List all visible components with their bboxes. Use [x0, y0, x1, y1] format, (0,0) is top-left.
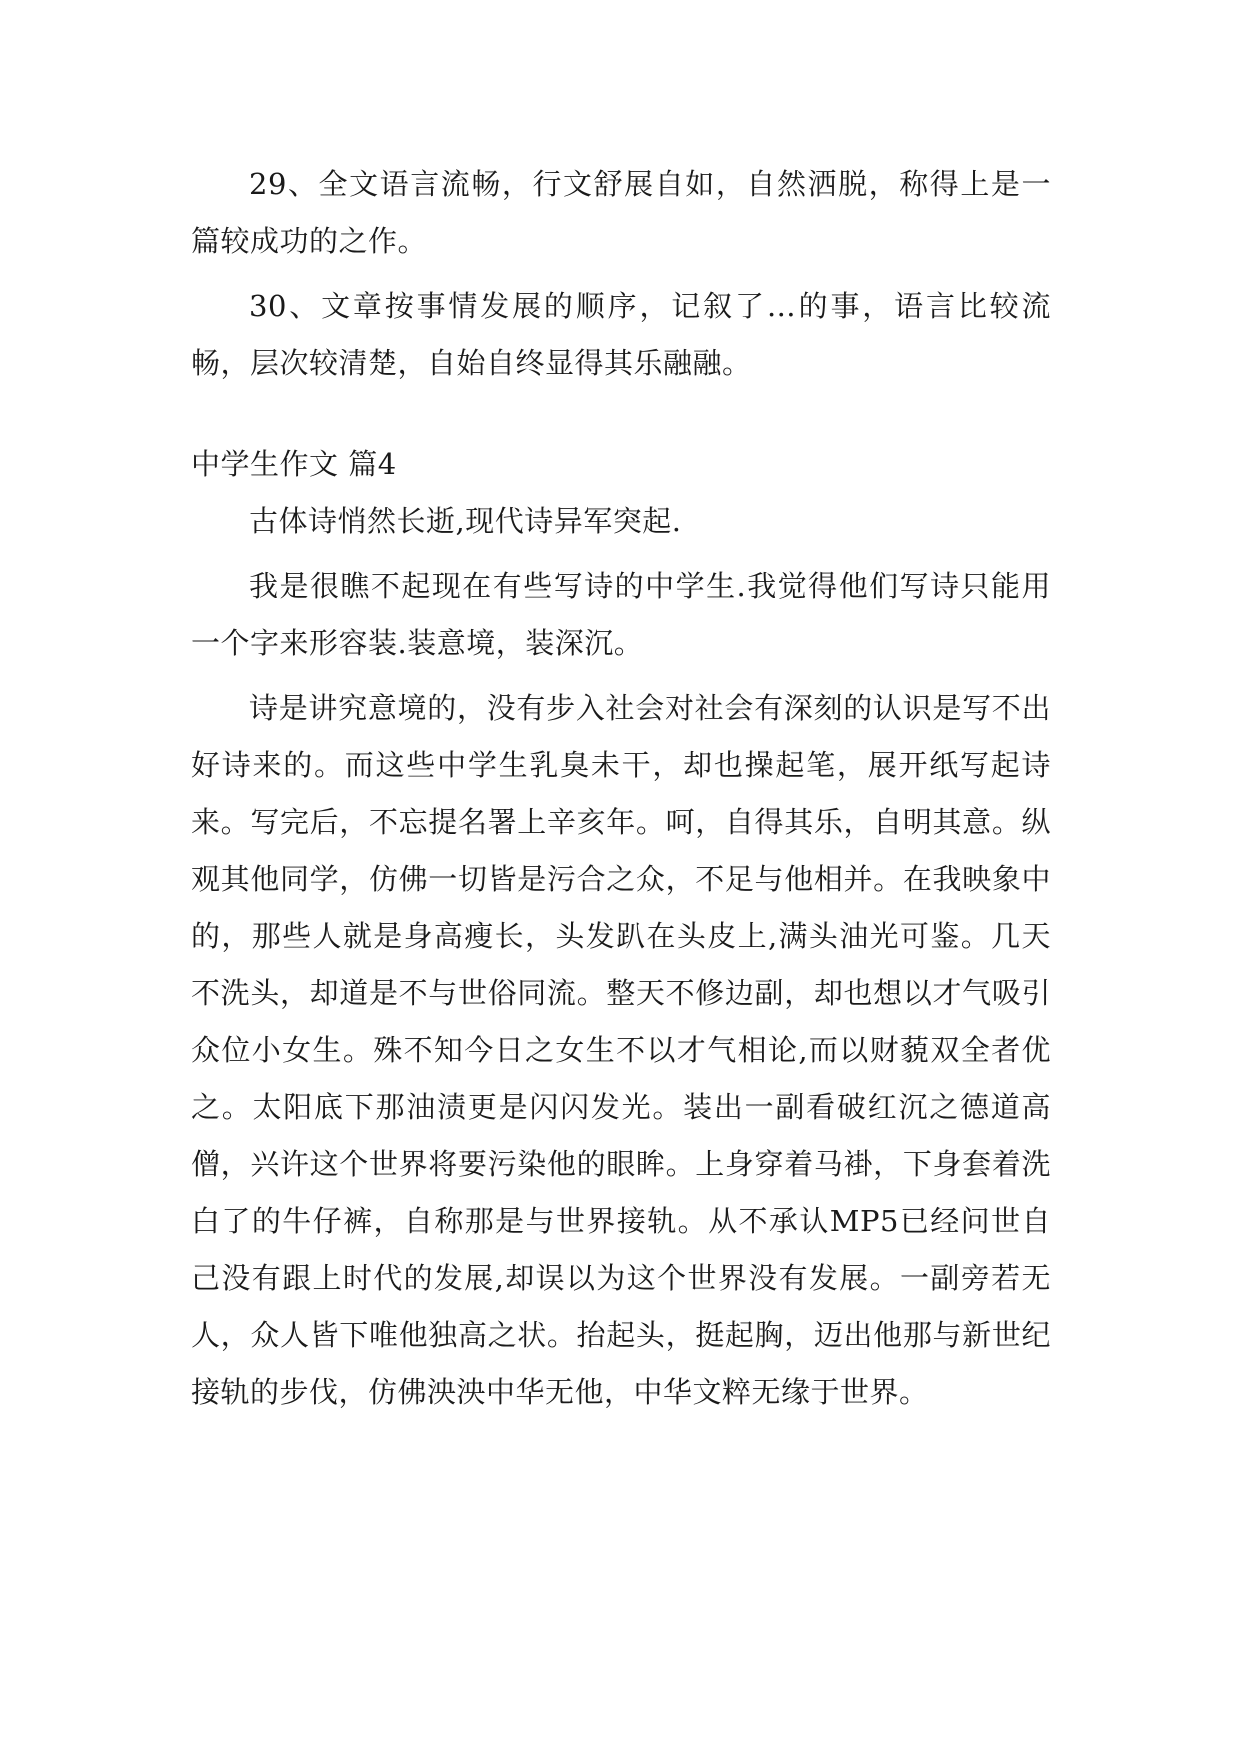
section-heading: 中学生作文 篇4: [191, 447, 397, 481]
paragraph-item-30: 30、文章按事情发展的顺序，记叙了…的事，语言比较流畅，层次较清楚，自始自终显得其乐融融。: [191, 289, 1051, 380]
paragraph-opinion: 我是很瞧不起现在有些写诗的中学生.我觉得他们写诗只能用一个字来形容装.装意境，装深沉。: [191, 569, 1051, 660]
paragraph-intro: 古体诗悄然长逝,现代诗异军突起.: [249, 504, 682, 538]
paragraph-body: 诗是讲究意境的，没有步入社会对社会有深刻的认识是写不出好诗来的。而这些中学生乳臭未干，却也操起笔，展开纸写起诗来。写完后，不忘提名署上辛亥年。呵，自得其乐，自明其意。纵观其他同学，仿佛一切皆是污合之众，不足与他相并。在我映象中的，那些人就是身高瘦长，头发趴在头皮上,满头油光可鉴。几天不洗头，却道是不与世俗同流。整天不修边副，却也想以才气吸引众位小女生。殊不知今日之女生不以才气相论,而以财藐双全者优之。太阳底下那油渍更是闪闪发光。装出一副看破红沉之德道高僧，兴许这个世界将要污染他的眼眸。上身穿着马褂，下身套着洗白了的牛仔裤，自称那是与世界接轨。从不承认MP5已经问世自己没有跟上时代的发展,却误以为这个世界没有发展。一副旁若无人，众人皆下唯他独高之状。抬起头，挺起胸，迈出他那与新世纪接轨的步伐，仿佛泱泱中华无他，中华文粹无缘于世界。: [191, 691, 1051, 1409]
paragraph-item-29: 29、全文语言流畅，行文舒展自如，自然洒脱，称得上是一篇较成功的之作。: [191, 167, 1051, 258]
document-page: [191, 156, 1051, 1421]
